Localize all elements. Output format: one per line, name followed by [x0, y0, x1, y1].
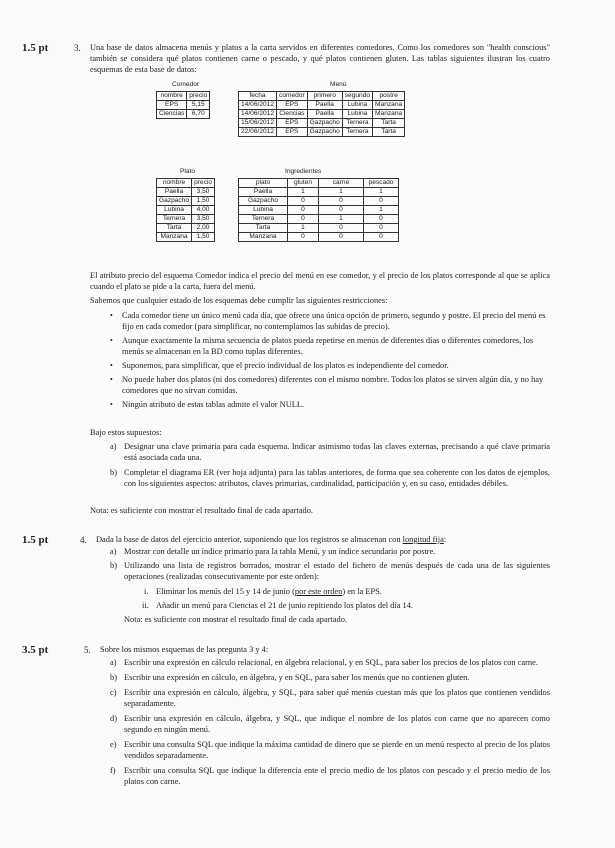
table-cell: 1 — [288, 224, 319, 233]
header-cell: precio — [192, 179, 215, 188]
table-cell: 1 — [319, 215, 364, 224]
table-cell: 0 — [288, 206, 319, 215]
table-cell: EPS — [277, 128, 308, 137]
q3-restricciones-intro: Sabemos que cualquier estado de los esquemas debe cumplir las siguientes restricciones: — [90, 296, 388, 305]
q3-nota: Nota: es suficiente con mostrar el resultado final de cada apartado. — [90, 506, 314, 515]
table-cell: 4,00 — [192, 206, 215, 215]
table-row — [239, 197, 399, 206]
q3-items — [110, 441, 550, 489]
table-row — [157, 188, 215, 197]
table-cell: Gazpacho — [239, 197, 288, 206]
q4-nota: Nota: es suficiente con mostrar el resultado final de cada apartado. — [124, 615, 348, 624]
q5-item-d: d) Escribir una expresión en cálculo, álgebra, y SQL, que indique el nombre de los platos con carne que no aparecen como segundo en ningún menú. — [110, 714, 550, 734]
table-cell: Gazpacho — [157, 197, 192, 206]
header-cell: fecha — [239, 92, 277, 101]
table-cell: Lubina — [342, 110, 372, 119]
table-cell: Paella — [157, 188, 192, 197]
plato-title: Plato — [180, 168, 196, 175]
bullet-icon: • — [110, 361, 113, 370]
table-cell: Paella — [239, 188, 288, 197]
header-cell: nombre — [157, 179, 192, 188]
table-cell: Lubina — [157, 206, 192, 215]
table-cell: 0 — [364, 215, 399, 224]
table-cell: Ciencias — [157, 110, 187, 119]
q3-item-b: b) Completar el diagrama ER (ver hoja adjunta) para las tablas anteriores, de forma que sea coherente con los datos de ejemplos, con los siguientes aspectos: atributos, claves primarias, cardinalidad, participación y, en su caso, entidades débiles. — [110, 468, 550, 488]
restrictions-list — [110, 310, 550, 413]
table-cell: Ciencias — [277, 110, 308, 119]
table-row — [239, 101, 405, 110]
q4-points: 1.5 pt — [22, 534, 49, 546]
table-row — [239, 119, 405, 128]
ingredientes-title: Ingredientes — [285, 168, 322, 175]
table-cell: 5,15 — [187, 101, 210, 110]
table-cell: 1 — [288, 188, 319, 197]
table-cell: 0 — [319, 233, 364, 242]
table-row — [157, 101, 210, 110]
q5-items — [110, 657, 550, 787]
table-row — [239, 233, 399, 242]
table-cell: 15/06/2012 — [239, 119, 277, 128]
table-cell: 3,50 — [192, 215, 215, 224]
bullet-icon: • — [110, 375, 113, 384]
header-cell: pescado — [364, 179, 399, 188]
list-item: • No puede haber dos platos (ni dos comedores) diferentes con el mismo nombre. Todos los platos se sirven algún día, y no hay comedores que no sirvan comidas. — [110, 375, 544, 395]
list-item: • Aunque exactamente la misma secuencia de platos pueda repetirse en menús de diferentes días o diferentes comedores, los menús se almacenan en la BD como tuplas diferentes. — [110, 336, 534, 356]
table-cell: Tarta — [157, 224, 192, 233]
table-cell: 0 — [288, 215, 319, 224]
menu-title: Menú — [330, 81, 347, 88]
q4-item-b-ii: ii. Añadir un menú para Ciencias el 21 de junio repitiendo los platos del día 14. — [142, 601, 414, 610]
table-cell: Manzana — [157, 233, 192, 242]
q5-item-c: c) Escribir una expresión en cálculo, álgebra, y SQL, para saber qué menús cuestan más que los platos que contienen vendidos separadamente. — [110, 688, 550, 708]
table-row — [239, 215, 399, 224]
header-cell: precio — [187, 92, 210, 101]
table-row — [157, 233, 215, 242]
header-cell: nombre — [157, 92, 187, 101]
bullet-icon: • — [110, 336, 113, 345]
q3-number: 3. — [74, 43, 81, 53]
list-item: • Ningún atributo de estas tablas admite el valor NULL. — [110, 400, 305, 409]
table-cell: 22/06/2012 — [239, 128, 277, 137]
list-item: • Cada comedor tiene un único menú cada día, que ofrece una única opción de primero, segundo y postre. El precio del menú es fijo en cada comedor (para simplificar, no contemplamos las subidas de precio). — [110, 311, 546, 331]
table-cell: 0 — [364, 197, 399, 206]
q5-intro: Sobre los mismos esquemas de las pregunta 3 y 4: — [100, 645, 269, 654]
table-cell: Ternera — [157, 215, 192, 224]
table-cell: 3,50 — [192, 188, 215, 197]
table-row — [239, 206, 399, 215]
bullet-icon: • — [110, 400, 113, 409]
q3-precio-paragraph: El atributo precio del esquema Comedor indica el precio del menú en ese comedor, y el precio de los platos corresponde al que se aplica cuando el plato se pide a la carta, fuera del menú. — [90, 271, 550, 291]
table-cell: 14/06/2012 — [239, 101, 277, 110]
q4-item-b: b) Utilizando una lista de registros borrados, mostrar el estado del fichero de menús después de cada una de las siguientes operaciones (realizadas consecutivamente por este orden): — [110, 561, 550, 581]
table-cell: Paella — [307, 110, 342, 119]
table-cell: Paella — [307, 101, 342, 110]
q4-item-a: a) Mostrar con detalle un índice primario para la tabla Menú, y un índice secundario por postre. — [110, 547, 436, 556]
list-item: • Suponemos, para simplificar, que el precio individual de los platos es independiente del comedor. — [110, 361, 449, 370]
table-row — [239, 224, 399, 233]
header-cell: postre — [373, 92, 405, 101]
table-cell: 2,00 — [192, 224, 215, 233]
plato-table — [156, 178, 215, 242]
table-cell: 1 — [364, 188, 399, 197]
table-cell: 1,50 — [192, 197, 215, 206]
table-cell: 0 — [364, 224, 399, 233]
table-cell: 0 — [319, 224, 364, 233]
q4-number: 4. — [80, 535, 87, 545]
table-cell: EPS — [277, 119, 308, 128]
q3-item-a: a) Designar una clave primaria para cada esquema. Indicar asimismo todas las claves externas, precisando a qué clave primaria está asociada cada una. — [110, 442, 550, 462]
header-cell: gluten — [288, 179, 319, 188]
table-cell: EPS — [157, 101, 187, 110]
q5-item-b: b) Escribir una expresión en cálculo, en álgebra, y en SQL, para saber los menús que no contienen gluten. — [110, 673, 470, 682]
header-cell: primero — [307, 92, 342, 101]
q3-intro: Una base de datos almacena menús y platos a la carta servidos en diferentes comedores. Como los comedores son "health conscious" también se considera qué platos contienen carne o pescado, y qué platos contienen gluten. Las tablas siguientes ilustran los cuatro esquemas de esta base de datos: — [90, 43, 550, 74]
table-cell: Manzana — [239, 233, 288, 242]
q5-number: 5. — [84, 645, 91, 655]
ingredientes-table — [238, 178, 399, 242]
q3-bajo: Bajo estos supuestos: — [90, 428, 162, 437]
table-row — [157, 206, 215, 215]
header-cell: carne — [319, 179, 364, 188]
table-cell: 0 — [288, 197, 319, 206]
table-cell: Tarta — [239, 224, 288, 233]
table-cell: 1,50 — [192, 233, 215, 242]
table-row — [157, 110, 210, 119]
table-row — [157, 224, 215, 233]
menu-table — [238, 91, 405, 137]
table-cell: Gazpacho — [307, 119, 342, 128]
header-cell: segundo — [342, 92, 372, 101]
table-cell: 0 — [319, 197, 364, 206]
table-cell: Manzana — [373, 101, 405, 110]
table-cell: 0 — [319, 206, 364, 215]
table-cell: Ternera — [342, 128, 372, 137]
table-cell: Tarta — [373, 119, 405, 128]
q4-item-b-i: i. Eliminar los menús del 15 y 14 de junio (por este orden) en la EPS. — [144, 587, 382, 596]
table-cell: 1 — [319, 188, 364, 197]
q5-item-a: a) Escribir una expresión en cálculo relacional, en álgebra relacional, y en SQL, para saber los precios de los platos con carne. — [110, 658, 538, 667]
table-cell: Gazpacho — [307, 128, 342, 137]
header-cell: comedor — [277, 92, 308, 101]
table-cell: EPS — [277, 101, 308, 110]
table-cell: Ternera — [342, 119, 372, 128]
table-cell: Tarta — [373, 128, 405, 137]
comedor-title: Comedor — [172, 81, 200, 88]
table-row — [157, 197, 215, 206]
comedor-table — [156, 91, 210, 119]
table-cell: Manzana — [373, 110, 405, 119]
q5-points: 3.5 pt — [22, 644, 49, 656]
header-cell: plato — [239, 179, 288, 188]
table-cell: Lubina — [342, 101, 372, 110]
table-cell: 0 — [364, 233, 399, 242]
table-cell: 14/06/2012 — [239, 110, 277, 119]
table-cell: Ternera — [239, 215, 288, 224]
bullet-icon: • — [110, 311, 113, 320]
q4-intro: Dada la base de datos del ejercicio anterior, suponiendo que los registros se almacenan con longitud fija: — [96, 535, 447, 544]
table-row — [157, 215, 215, 224]
table-row — [239, 128, 405, 137]
q3-points: 1.5 pt — [22, 42, 49, 54]
table-cell: 1 — [364, 206, 399, 215]
table-cell: 6,70 — [187, 110, 210, 119]
q5-item-f: f) Escribir una consulta SQL que indique la diferencia ente el precio medio de los platos con pescado y el precio medio de los platos con carne. — [110, 766, 550, 786]
table-row — [239, 188, 399, 197]
table-cell: 0 — [288, 233, 319, 242]
table-row — [239, 110, 405, 119]
q5-item-e: e) Escribir una consulta SQL que indique la máxima cantidad de dinero que se pierde en un menú respecto al precio de los platos vendidos separadamente. — [110, 740, 550, 760]
table-cell: Lubina — [239, 206, 288, 215]
